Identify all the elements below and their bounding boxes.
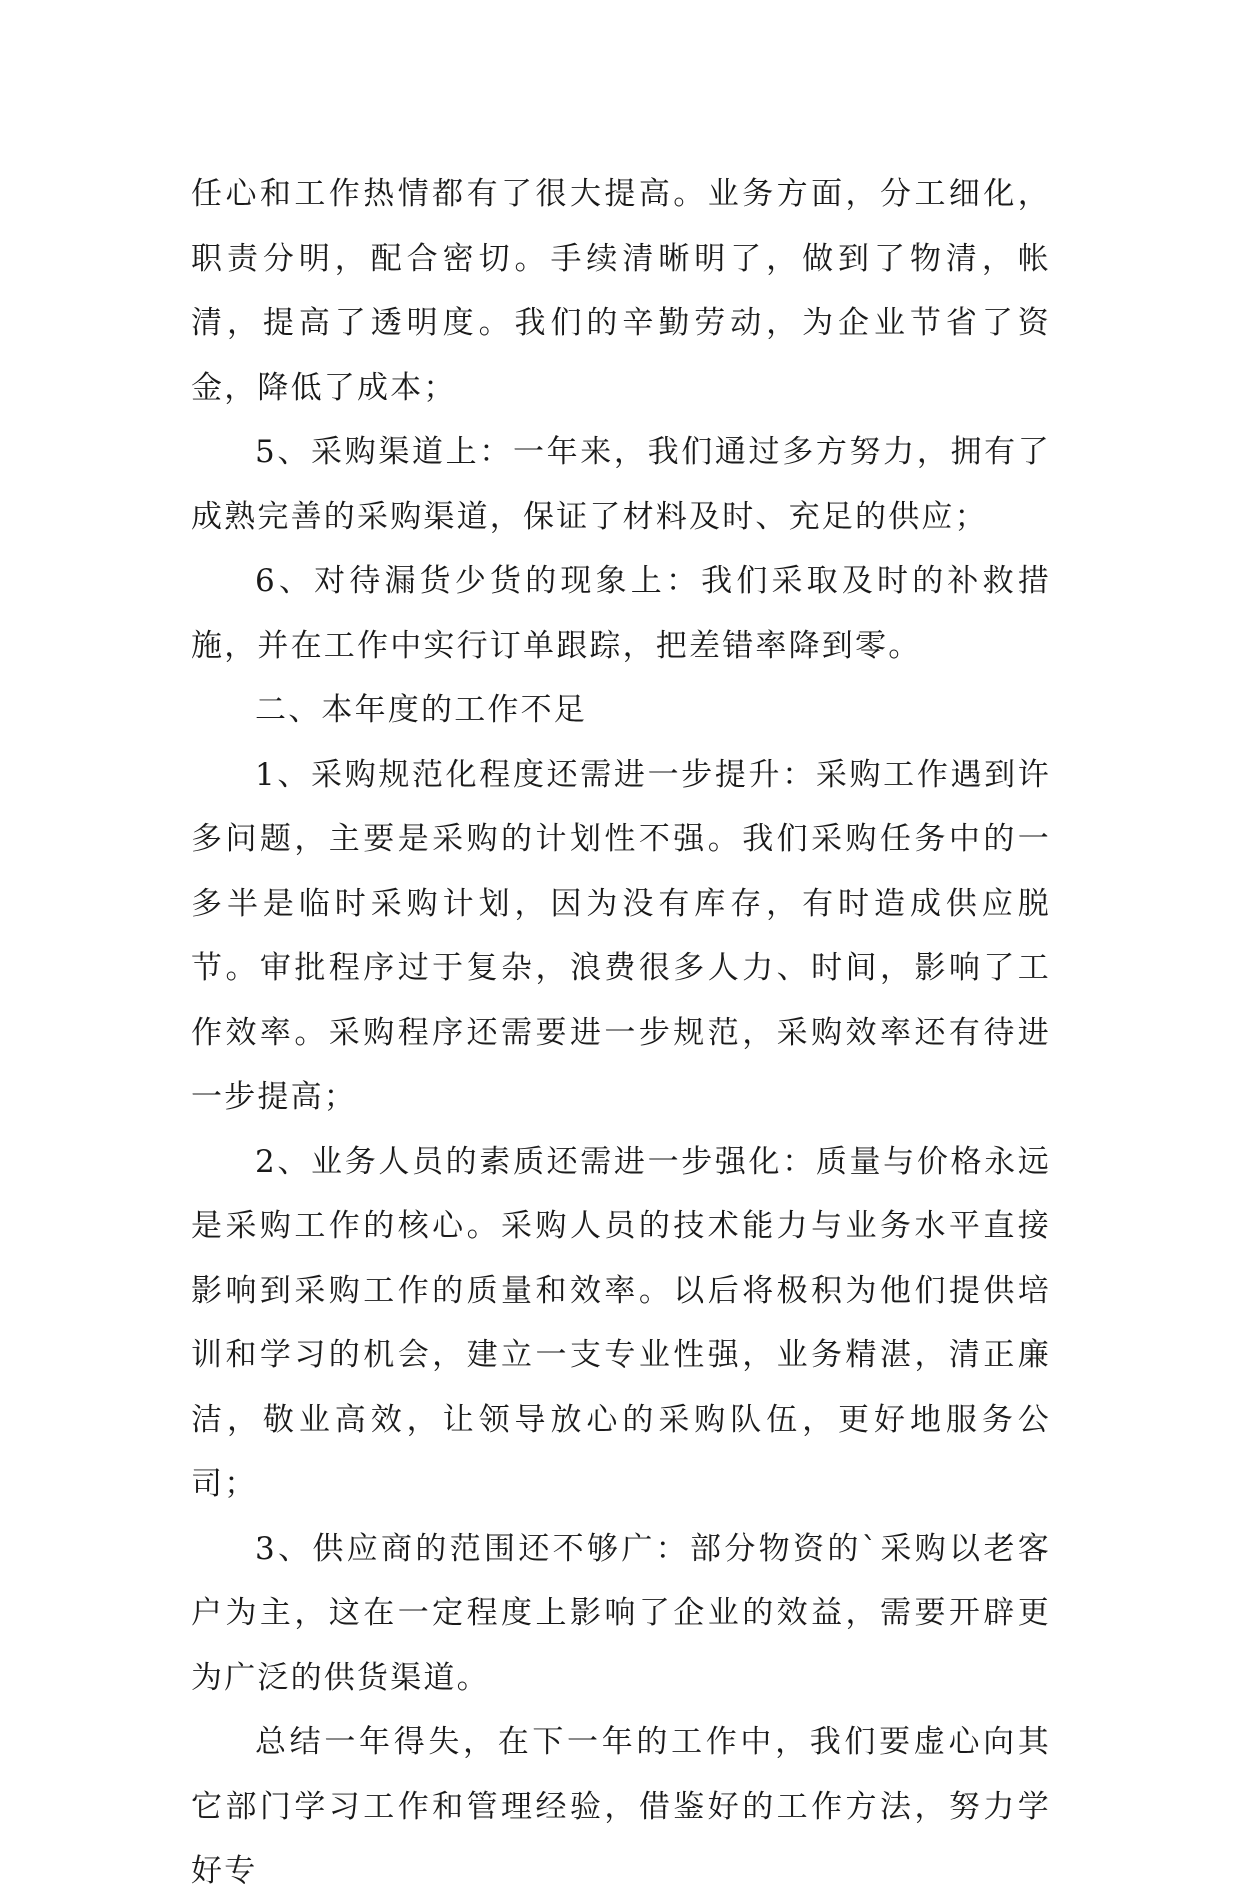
paragraph-shortcoming-1: 1、采购规范化程度还需进一步提升：采购工作遇到许多问题，主要是采购的计划性不强。我们采购任务中的一多半是临时采购计划，因为没有库存，有时造成供应脱节。审批程序过于复杂，浪费很多人力、时间，影响了工作效率。采购程序还需要进一步规范，采购效率还有待进一步提高； bbox=[191, 756, 1051, 1115]
paragraph-summary: 总结一年得失，在下一年的工作中，我们要虚心向其它部门学习工作和管理经验，借鉴好的工作方法，努力学好专 bbox=[191, 1724, 1051, 1889]
paragraph-item-5: 5、采购渠道上：一年来，我们通过多方努力，拥有了成熟完善的采购渠道，保证了材料及时、充足的供应； bbox=[191, 434, 1051, 535]
paragraph-continuation: 任心和工作热情都有了很大提高。业务方面，分工细化，职责分明，配合密切。手续清晰明了，做到了物清，帐清，提高了透明度。我们的辛勤劳动，为企业节省了资金，降低了成本； bbox=[191, 176, 1051, 406]
paragraph-shortcoming-2: 2、业务人员的素质还需进一步强化：质量与价格永远是采购工作的核心。采购人员的技术能力与业务水平直接影响到采购工作的质量和效率。以后将极积为他们提供培训和学习的机会，建立一支专业性强，业务精湛，清正廉洁，敬业高效，让领导放心的采购队伍，更好地服务公司； bbox=[191, 1143, 1051, 1502]
document-body bbox=[191, 162, 1051, 1904]
paragraph-item-6: 6、对待漏货少货的现象上：我们采取及时的补救措施，并在工作中实行订单跟踪，把差错率降到零。 bbox=[191, 563, 1051, 664]
paragraph-shortcoming-3: 3、供应商的范围还不够广：部分物资的`采购以老客户为主，这在一定程度上影响了企业的效益，需要开辟更为广泛的供货渠道。 bbox=[191, 1530, 1051, 1696]
section-heading-shortcomings: 二、本年度的工作不足 bbox=[255, 692, 587, 728]
